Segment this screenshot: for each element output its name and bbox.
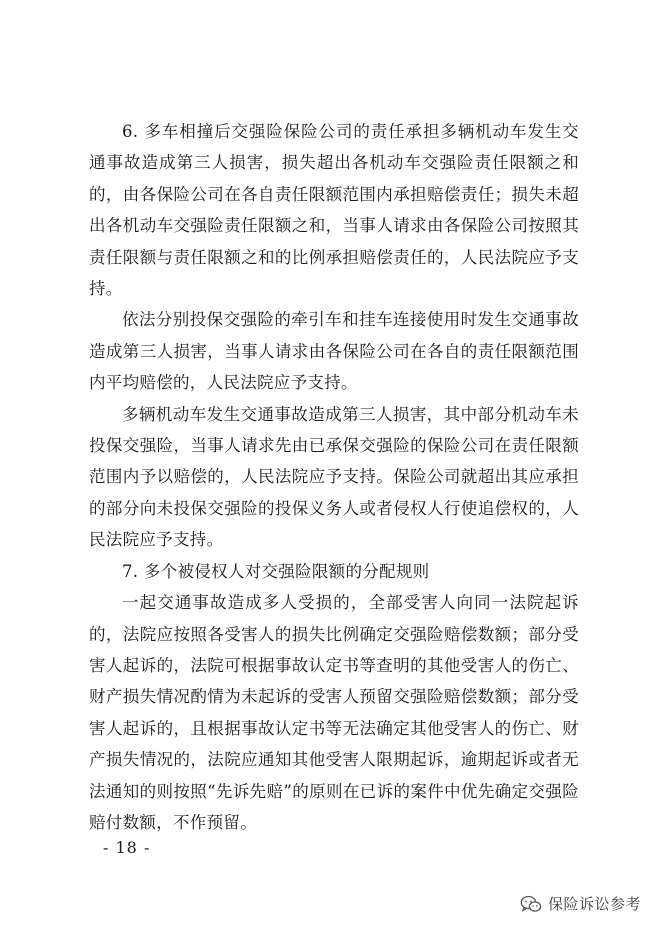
- paragraph-uninsured-vehicles: 多辆机动车发生交通事故造成第三人损害，其中部分机动车未投保交强险，当事人请求先由已承保交强险的保险公司在责任限额范围内予以赔偿的，人民法院应予支持。保险公司就超出其应承担的部分向未投保交强险的投保义务人或者侵权人行使追偿权的，人民法院应予支持。: [89, 404, 579, 550]
- page-number: - 18 -: [103, 838, 151, 857]
- paragraph-6-multi-vehicle: 6. 多车相撞后交强险保险公司的责任承担多辆机动车发生交通事故造成第三人损害，损失超出各机动车交强险责任限额之和的，由各保险公司在各自责任限额范围内承担赔偿责任；损失未超出各机动车交强险责任限额之和，当事人请求由各保险公司按照其责任限额与责任限额之和的比例承担赔偿责任的，人民法院应予支持。: [89, 122, 579, 299]
- section-heading-7: 7. 多个被侵权人对交强险限额的分配规则: [122, 561, 430, 581]
- watermark-text: 保险诉讼参考: [547, 895, 641, 913]
- document-body: [89, 116, 579, 838]
- paragraph-7-allocation: 一起交通事故造成多人受损的，全部受害人向同一法院起诉的，法院应按照各受害人的损失比例确定交强险赔偿数额；部分受害人起诉的，法院可根据事故认定书等查明的其他受害人的伤亡、财产损失情况酌情为未起诉的受害人预留交强险赔偿数额；部分受害人起诉的，且根据事故认定书等无法确定其他受害人的伤亡、财产损失情况的，法院应通知其他受害人限期起诉，逾期起诉或者无法通知的则按照“先诉先赔”的原则在已诉的案件中优先确定交强险赔付数额，不作预留。: [89, 593, 579, 832]
- wechat-icon: [520, 895, 542, 913]
- watermark: [520, 893, 641, 914]
- paragraph-tractor-trailer: 依法分别投保交强险的牵引车和挂车连接使用时发生交通事故造成第三人损害，当事人请求由各保险公司在各自的责任限额范围内平均赔偿的，人民法院应予支持。: [89, 310, 579, 393]
